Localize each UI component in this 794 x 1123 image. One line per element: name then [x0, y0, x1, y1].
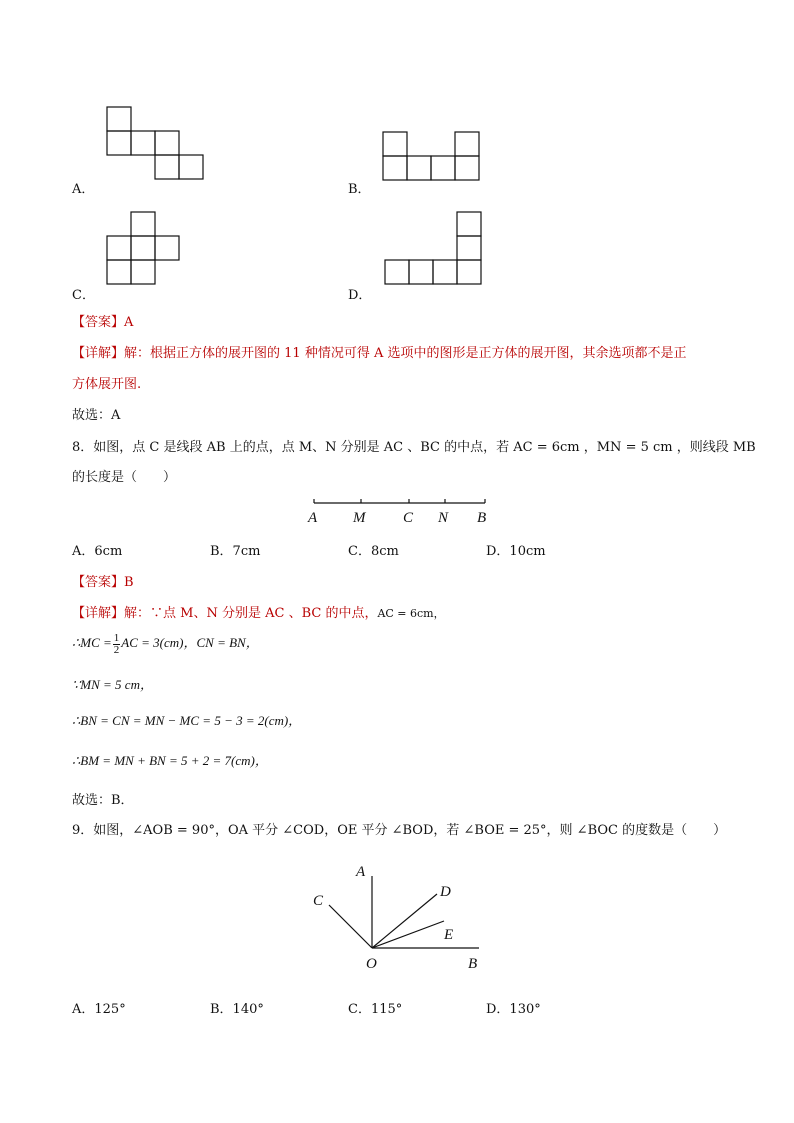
fraction-numerator: 1 — [113, 631, 120, 644]
option-c-label: C． — [72, 288, 95, 303]
q9-option-b: B．140° — [210, 1002, 264, 1017]
net-figure-c — [100, 206, 186, 292]
q8-option-c: C．8cm — [348, 544, 399, 559]
angle-figure — [300, 858, 500, 976]
ray-label-c: C — [313, 893, 324, 909]
q8-option-a: A．6cm — [72, 544, 123, 559]
option-a-label: A． — [72, 182, 95, 197]
q7-answer-line — [72, 311, 133, 330]
segment-figure — [300, 492, 500, 528]
detail-tag: 【详解】 — [72, 346, 125, 361]
net-figure-b — [378, 126, 488, 186]
detail-tag: 【详解】 — [72, 606, 125, 621]
detail-text: 解：∵点 M、N 分别是 AC 、BC 的中点， — [124, 606, 378, 621]
net-figure-a — [100, 100, 212, 186]
net-figure-d — [378, 206, 488, 292]
q7-detail-line2: 方体展开图. — [72, 377, 142, 392]
q7-detail-line1 — [72, 342, 686, 361]
q8-stem-line1: 8．如图，点 C 是线段 AB 上的点，点 M、N 分别是 AC 、BC 的中点，若 AC = 6cm ，MN = 5 cm ，则线段 MB — [72, 440, 756, 455]
answer-tag: 【答案】 — [72, 315, 125, 330]
q9-stem: 9．如图，∠AOB = 90°，OA 平分 ∠COD，OE 平分 ∠BOD，若 ∠BOE = 25°，则 ∠BOC 的度数是（ ） — [72, 823, 727, 838]
step1-left: ∴MC = — [72, 635, 112, 650]
answer-tag: 【答案】 — [72, 575, 125, 590]
q8-detail-line1 — [72, 602, 445, 621]
q8-conclusion: 故选：B． — [72, 793, 134, 808]
answer-value: A — [124, 315, 134, 330]
point-label-m: M — [353, 510, 366, 526]
q7-conclusion: 故选：A — [72, 408, 121, 423]
point-label-b: B — [477, 510, 487, 526]
ray-label-d: D — [440, 884, 451, 900]
ray-label-e: E — [444, 927, 454, 943]
q9-option-c: C．115° — [348, 1002, 403, 1017]
fraction-denominator: 2 — [113, 643, 120, 656]
q8-option-b: B．7cm — [210, 544, 261, 559]
q8-step4: ∴BM = MN + BN = 5 + 2 = 7(cm)， — [72, 753, 268, 768]
detail-text: 解：根据正方体的展开图的 11 种情况可得 A 选项中的图形是正方体的展开图，其余选项都不是正 — [124, 346, 687, 361]
ray-label-a: A — [356, 864, 366, 880]
fraction-one-half — [113, 633, 121, 656]
q8-step3: ∴BN = CN = MN − MC = 5 − 3 = 2(cm)， — [72, 713, 302, 728]
q8-option-d: D．10cm — [486, 544, 546, 559]
step1-right: AC = 3(cm)，CN = BN， — [121, 635, 259, 650]
point-label-c: C — [403, 510, 414, 526]
option-d-label: D． — [348, 288, 372, 303]
q8-step1 — [72, 632, 259, 656]
point-label-n: N — [438, 510, 449, 526]
q8-answer-line — [72, 571, 134, 590]
ray-label-b: B — [468, 956, 478, 972]
q9-option-a: A．125° — [72, 1002, 126, 1017]
answer-value: B — [124, 575, 134, 590]
vertex-label-o: O — [366, 956, 377, 972]
detail-text-given: AC = 6cm， — [377, 607, 445, 620]
option-b-label: B． — [348, 182, 371, 197]
q8-stem-line2: 的长度是（ ） — [72, 470, 177, 485]
q9-option-d: D．130° — [486, 1002, 541, 1017]
point-label-a: A — [308, 510, 318, 526]
q8-step2: ∵MN = 5 cm， — [72, 677, 153, 692]
